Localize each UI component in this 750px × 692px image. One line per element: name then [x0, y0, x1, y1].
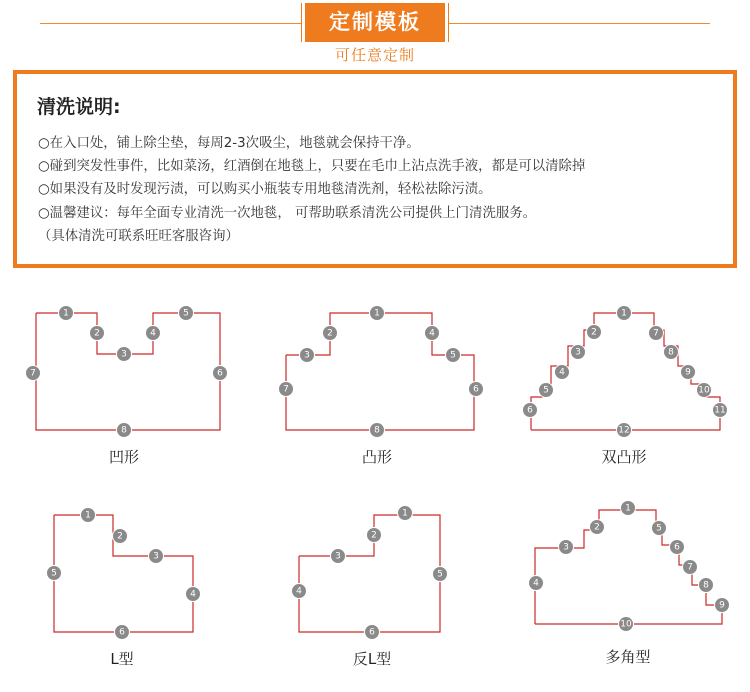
edge-marker-number: 2: [591, 327, 597, 338]
edge-marker-number: 7: [283, 384, 289, 395]
page-title: 定制模板: [302, 3, 448, 42]
edge-marker: [697, 383, 712, 398]
edge-marker-number: 6: [674, 542, 680, 553]
edge-marker: [681, 365, 696, 380]
edge-marker-number: 3: [335, 551, 341, 562]
edge-marker: [683, 560, 698, 575]
edge-marker-number: 5: [450, 350, 456, 361]
edge-marker-number: 3: [153, 551, 159, 562]
template-double-convex: [523, 306, 728, 467]
edge-marker: [115, 625, 130, 640]
edge-marker-number: 10: [620, 619, 632, 630]
edge-marker-number: 2: [94, 328, 100, 339]
instruction-line: ○在入口处，铺上除尘垫，每周2-3次吸尘，地毯就会保持干净。: [38, 136, 420, 151]
edge-marker: [621, 501, 636, 516]
edge-marker-number: 6: [527, 405, 533, 416]
template-l-shape: [47, 508, 201, 669]
edge-marker: [617, 423, 632, 438]
edge-marker: [146, 326, 161, 341]
instruction-line: ○如果没有及时发现污渍，可以购买小瓶装专用地毯清洗剂，轻松祛除污渍。: [38, 182, 492, 198]
edge-marker-number: 7: [653, 328, 659, 339]
edge-marker-number: 3: [121, 349, 127, 360]
edge-marker-number: 6: [217, 368, 223, 379]
edge-marker-number: 3: [575, 347, 581, 358]
edge-marker-number: 8: [374, 425, 380, 436]
edge-marker: [179, 306, 194, 321]
edge-marker: [446, 348, 461, 363]
edge-marker-number: 7: [687, 562, 693, 573]
edge-marker: [331, 549, 346, 564]
edge-marker-number: 8: [121, 425, 127, 436]
edge-marker: [555, 365, 570, 380]
edge-marker: [26, 366, 41, 381]
page-subtitle: 可任意定制: [334, 46, 415, 64]
edge-marker-number: 12: [618, 425, 630, 436]
edge-marker: [90, 326, 105, 341]
edge-marker-number: 4: [296, 586, 302, 597]
edge-marker: [652, 521, 667, 536]
template-label: L型: [110, 650, 134, 668]
edge-marker-number: 2: [371, 530, 377, 541]
edge-marker-number: 6: [369, 627, 375, 638]
edge-marker: [292, 584, 307, 599]
edge-marker: [559, 540, 574, 555]
edge-marker-number: 5: [437, 569, 443, 580]
edge-marker: [213, 366, 228, 381]
template-label: 凹形: [108, 448, 140, 466]
edge-marker-number: 1: [374, 308, 380, 319]
edge-marker: [539, 383, 554, 398]
template-label: 多角型: [605, 648, 651, 666]
template-reverse-l-shape: [292, 506, 448, 669]
edge-marker: [365, 625, 380, 640]
edge-marker-number: 1: [625, 503, 631, 514]
edge-marker: [649, 326, 664, 341]
edge-marker: [117, 347, 132, 362]
edge-marker: [469, 382, 484, 397]
edge-marker: [323, 326, 338, 341]
edge-marker-number: 7: [30, 368, 36, 379]
edge-marker: [617, 306, 632, 321]
edge-marker: [398, 506, 413, 521]
edge-marker-number: 9: [685, 367, 691, 378]
instructions-title: 清洗说明:: [37, 96, 121, 118]
template-label: 反L型: [352, 650, 392, 668]
edge-marker-number: 4: [429, 328, 435, 339]
edge-marker: [117, 423, 132, 438]
edge-marker: [529, 576, 544, 591]
template-concave: [26, 306, 228, 467]
edge-marker-number: 4: [150, 328, 156, 339]
edge-marker: [523, 403, 538, 418]
edge-marker: [664, 345, 679, 360]
template-outline: [36, 313, 220, 430]
template-outline: [286, 313, 474, 430]
edge-marker: [571, 345, 586, 360]
edge-marker-number: 5: [656, 523, 662, 534]
edge-marker-number: 8: [668, 347, 674, 358]
edge-marker: [433, 567, 448, 582]
edge-marker: [59, 306, 74, 321]
template-convex: [279, 306, 484, 467]
edge-marker: [425, 326, 440, 341]
edge-marker-number: 2: [117, 531, 123, 542]
edge-marker-number: 10: [698, 385, 710, 396]
edge-marker: [300, 348, 315, 363]
edge-marker-number: 4: [559, 367, 565, 378]
edge-marker: [670, 540, 685, 555]
edge-marker: [590, 520, 605, 535]
edge-marker-number: 5: [51, 568, 57, 579]
edge-marker-number: 1: [621, 308, 627, 319]
edge-marker-number: 5: [183, 308, 189, 319]
instruction-line: ○碰到突发性事件，比如菜汤，红酒倒在地毯上，只要在毛巾上沾点洗手液，都是可以清除掉: [38, 159, 586, 175]
edge-marker-number: 8: [703, 580, 709, 591]
edge-marker: [279, 382, 294, 397]
edge-marker: [47, 566, 62, 581]
edge-marker: [370, 306, 385, 321]
instruction-line: ○温馨建议：每年全面专业清洗一次地毯， 可帮助联系清洗公司提供上门清洗服务。: [38, 205, 537, 221]
edge-marker-number: 1: [85, 510, 91, 521]
template-label: 凸形: [361, 448, 393, 466]
edge-marker-number: 1: [402, 508, 408, 519]
edge-marker: [619, 617, 634, 632]
edge-marker-number: 4: [190, 589, 196, 600]
edge-marker-number: 2: [594, 522, 600, 533]
template-polygon: [529, 501, 730, 667]
edge-marker-number: 3: [304, 350, 310, 361]
edge-marker-number: 3: [563, 542, 569, 553]
template-label: 双凸形: [601, 448, 647, 466]
edge-marker: [113, 529, 128, 544]
edge-marker: [715, 598, 730, 613]
edge-marker: [713, 403, 728, 418]
edge-marker: [587, 325, 602, 340]
edge-marker-number: 1: [63, 308, 69, 319]
instruction-line: （具体清洗可联系旺旺客服咨询）: [38, 228, 239, 244]
edge-marker-number: 9: [719, 600, 725, 611]
edge-marker: [367, 528, 382, 543]
edge-marker-number: 6: [473, 384, 479, 395]
edge-marker: [699, 578, 714, 593]
edge-marker-number: 5: [543, 385, 549, 396]
edge-marker-number: 11: [714, 405, 726, 416]
edge-marker: [149, 549, 164, 564]
edge-marker-number: 2: [327, 328, 333, 339]
edge-marker-number: 4: [533, 578, 539, 589]
edge-marker: [186, 587, 201, 602]
edge-marker: [81, 508, 96, 523]
edge-marker: [370, 423, 385, 438]
edge-marker-number: 6: [119, 627, 125, 638]
